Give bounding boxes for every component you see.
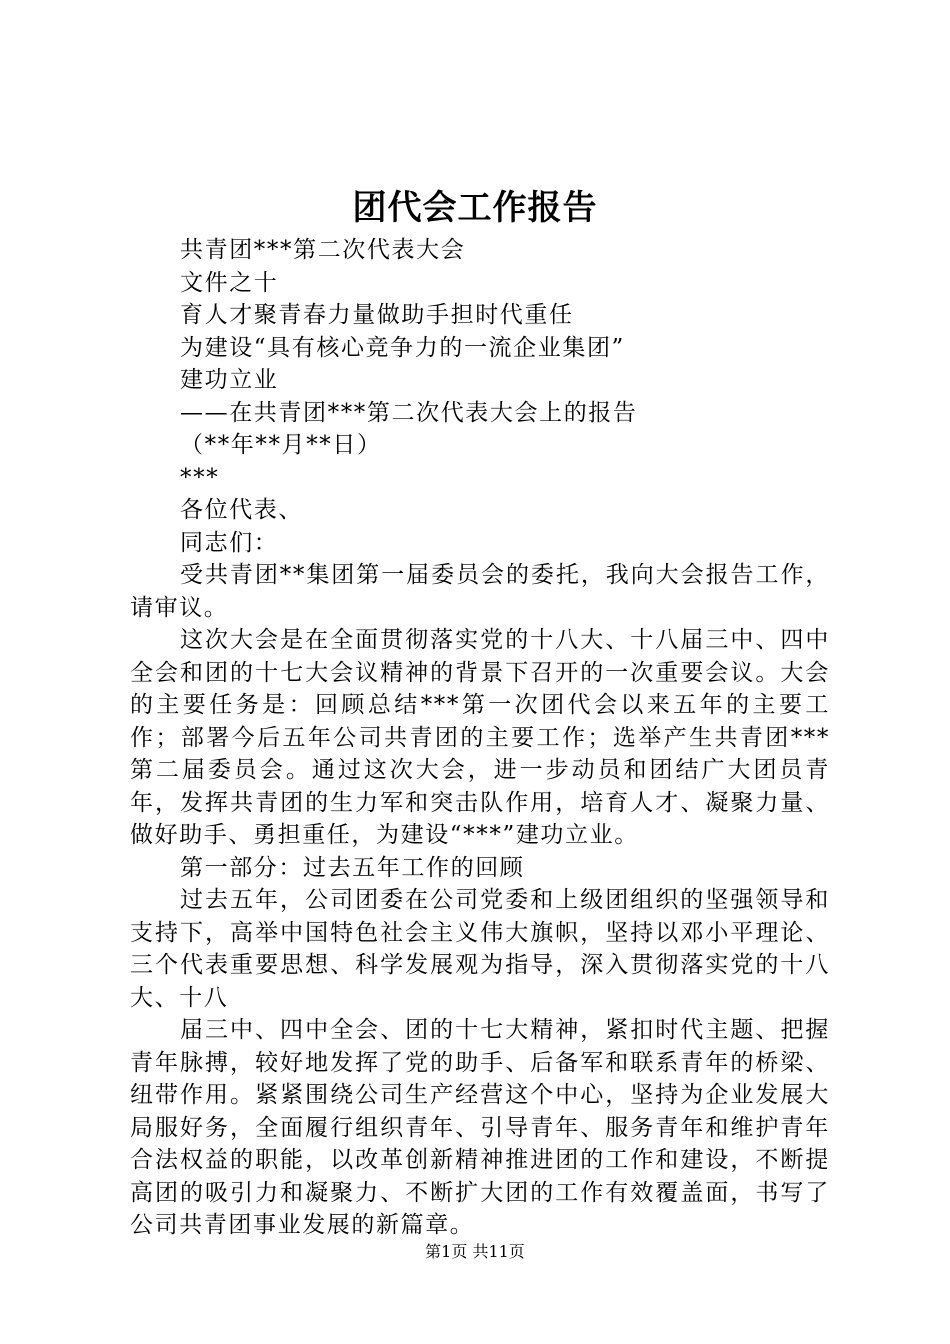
section-heading-part-one: 第一部分：过去五年工作的回顾 — [180, 854, 525, 881]
document-title: 团代会工作报告 — [352, 188, 598, 228]
header-line-author: *** — [180, 464, 220, 491]
paragraph-opening: 受共青团**集团第一届委员会的委托，我向大会报告工作，请审议。 — [130, 562, 830, 621]
header-line-achievement: 建功立业 — [180, 367, 279, 393]
document-body — [130, 234, 830, 1242]
header-line-file-number: 文件之十 — [180, 269, 279, 296]
paragraph-meeting-purpose: 这次大会是在全面贯彻落实党的十八大、十八届三中、四中全会和团的十七大会议精神的背景下召开的一次重要会议。大会的主要任务是：回顾总结***第一次团代会以来五年的主要工作；部署今后五年公司共青团的主要工作；选举产生共青团***第二届委员会。通过这次大会，进一步动员和团结广大团员青年，发挥共青团的生力军和突击队作用，培育人才、凝聚力量、做好助手、勇担重任，为建设“***”建功立业。 — [130, 627, 830, 848]
paragraph-review-intro: 过去五年，公司团委在公司党委和上级团组织的坚强领导和支持下，高举中国特色社会主义伟大旗帜，坚持以邓小平理论、三个代表重要思想、科学发展观为指导，深入贯彻落实党的十八大、十八 — [130, 887, 830, 1011]
header-line-theme: 育人才聚青春力量做助手担时代重任 — [180, 302, 574, 328]
salutation-comrades: 同志们： — [180, 529, 279, 556]
salutation-delegates: 各位代表、 — [180, 497, 303, 523]
header-line-goal: 为建设“具有核心竞争力的一流企业集团” — [180, 334, 625, 361]
header-line-date: （**年**月**日） — [180, 432, 382, 458]
header-line-organization: 共青团***第二次代表大会 — [180, 237, 466, 263]
header-line-subtitle: ——在共青团***第二次代表大会上的报告 — [180, 399, 638, 426]
paragraph-review-continued: 届三中、四中全会、团的十七大精神，紧扣时代主题、把握青年脉搏，较好地发挥了党的助手、后备军和联系青年的桥梁、纽带作用。紧紧围绕公司生产经营这个中心，坚持为企业发展大局服好务，全面履行组织青年、引导青年、服务青年和维护青年合法权益的职能，以改革创新精神推进团的工作和建设，不断提高团的吸引力和凝聚力、不断扩大团的工作有效覆盖面，书写了公司共青团事业发展的新篇章。 — [130, 1017, 830, 1238]
page-footer: 第1页 共11页 — [425, 1242, 525, 1261]
